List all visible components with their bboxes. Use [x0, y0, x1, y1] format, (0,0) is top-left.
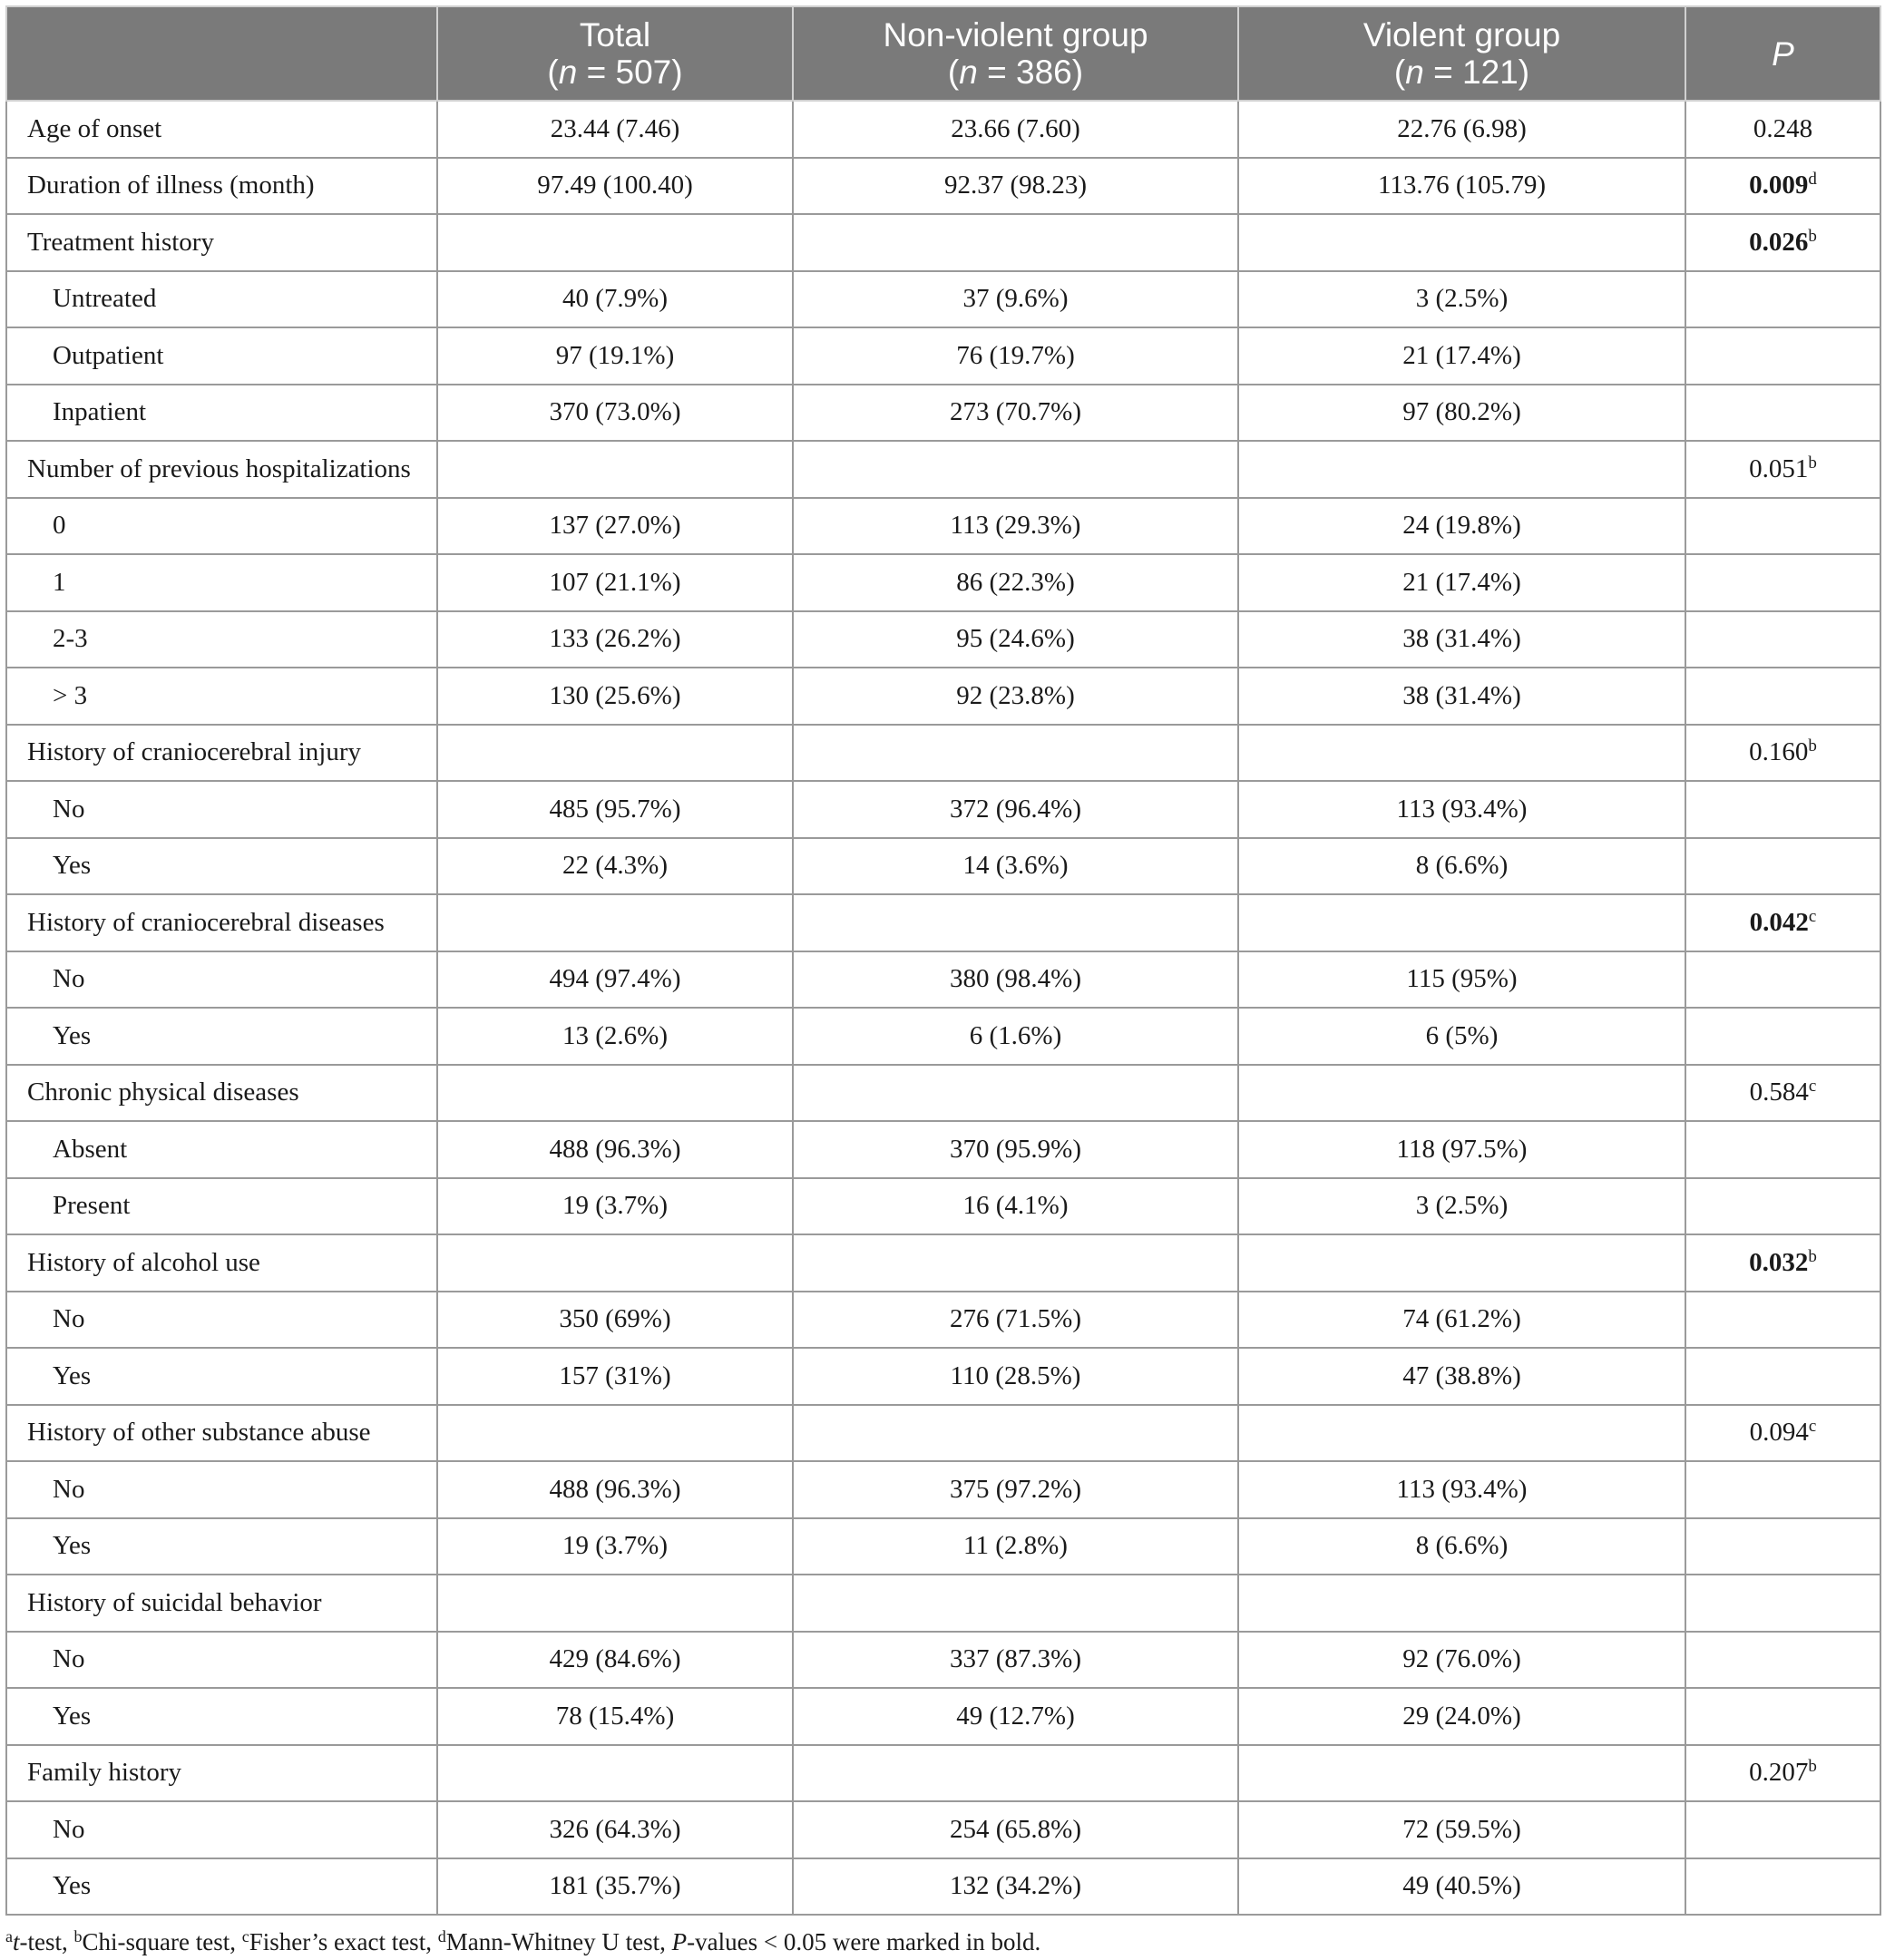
p-value-test-mark: c: [1808, 906, 1817, 926]
cell-violent: [1238, 1745, 1685, 1802]
cell-total: [437, 894, 793, 951]
table-row-subcategory: [6, 781, 1880, 838]
cell-violent: 113 (93.4%): [1238, 1461, 1685, 1518]
cell-variable: History of craniocerebral diseases: [6, 894, 437, 951]
cell-p-value: [1685, 1801, 1880, 1858]
p-value-text: 0.094: [1749, 1418, 1809, 1448]
cell-violent: 115 (95%): [1238, 951, 1685, 1009]
table-row-subcategory: [6, 668, 1880, 725]
table-row-subcategory: [6, 1292, 1880, 1349]
cell-p-value: [1685, 1688, 1880, 1745]
cell-p-value: [1685, 725, 1880, 782]
cell-total: 429 (84.6%): [437, 1632, 793, 1689]
cell-nonviolent: 337 (87.3%): [793, 1632, 1238, 1689]
cell-nonviolent: 14 (3.6%): [793, 838, 1238, 895]
cell-nonviolent: [793, 214, 1238, 271]
p-value-text: 0.009: [1749, 171, 1809, 200]
table-row-category: [6, 101, 1880, 158]
cell-nonviolent: 23.66 (7.60): [793, 101, 1238, 158]
header-violent-label: Violent group: [1362, 16, 1561, 54]
cell-nonviolent: [793, 441, 1238, 498]
footnote-d-text: Mann-Whitney U test,: [445, 1928, 672, 1955]
cell-p-value: [1685, 611, 1880, 668]
p-value-text: 0.026: [1749, 227, 1809, 257]
cell-p-value: [1685, 1178, 1880, 1235]
cell-total: 78 (15.4%): [437, 1688, 793, 1745]
footnote-t: t: [13, 1928, 20, 1955]
table-row-subcategory: [6, 385, 1880, 442]
cell-variable: No: [6, 951, 437, 1009]
cell-total: [437, 441, 793, 498]
table-row-category: [6, 214, 1880, 271]
cell-p-value: [1685, 1008, 1880, 1065]
cell-variable: Yes: [6, 1858, 437, 1916]
characteristics-table: [5, 5, 1881, 1916]
n-symbol: n: [558, 54, 578, 91]
cell-total: [437, 214, 793, 271]
cell-nonviolent: [793, 1405, 1238, 1462]
cell-violent: 38 (31.4%): [1238, 668, 1685, 725]
cell-violent: 47 (38.8%): [1238, 1348, 1685, 1405]
table-footnote: [5, 1928, 1040, 1956]
cell-variable: Inpatient: [6, 385, 437, 442]
cell-total: 494 (97.4%): [437, 951, 793, 1009]
cell-p-value: [1685, 1461, 1880, 1518]
table-row-category: [6, 1745, 1880, 1802]
cell-violent: [1238, 441, 1685, 498]
table-row-subcategory: [6, 327, 1880, 385]
table-row-subcategory: [6, 1518, 1880, 1575]
table-row-category: [6, 894, 1880, 951]
table-row-category: [6, 1575, 1880, 1632]
cell-variable: Untreated: [6, 271, 437, 328]
cell-variable: Yes: [6, 1688, 437, 1745]
cell-nonviolent: 92 (23.8%): [793, 668, 1238, 725]
cell-nonviolent: [793, 1234, 1238, 1292]
p-value-test-mark: b: [1808, 1757, 1817, 1777]
table-row-subcategory: [6, 611, 1880, 668]
table-row-subcategory: [6, 498, 1880, 555]
p-value-test-mark: c: [1808, 1417, 1817, 1437]
n-symbol: n: [959, 54, 978, 91]
cell-nonviolent: 11 (2.8%): [793, 1518, 1238, 1575]
cell-p-value: [1685, 327, 1880, 385]
cell-variable: No: [6, 1292, 437, 1349]
cell-p-value: [1685, 498, 1880, 555]
p-value-test-mark: b: [1808, 453, 1817, 473]
cell-nonviolent: 276 (71.5%): [793, 1292, 1238, 1349]
equals-sign: =: [577, 54, 616, 91]
header-nonviolent-n: (n = 386): [947, 54, 1084, 91]
cell-nonviolent: 370 (95.9%): [793, 1121, 1238, 1178]
cell-violent: 29 (24.0%): [1238, 1688, 1685, 1745]
header-nonviolent-label: Non-violent group: [883, 16, 1148, 54]
header-nonviolent: [793, 6, 1238, 101]
table-row-subcategory: [6, 271, 1880, 328]
cell-violent: 72 (59.5%): [1238, 1801, 1685, 1858]
n-symbol: n: [1405, 54, 1424, 91]
table-row-category: [6, 725, 1880, 782]
cell-p-value: [1685, 385, 1880, 442]
footnote-p: P: [671, 1928, 688, 1955]
header-total-n: (n = 507): [547, 54, 683, 91]
header-violent: [1238, 6, 1685, 101]
cell-p-value: [1685, 894, 1880, 951]
cell-violent: 3 (2.5%): [1238, 1178, 1685, 1235]
cell-p-value: [1685, 158, 1880, 215]
cell-p-value: [1685, 1745, 1880, 1802]
cell-nonviolent: 76 (19.7%): [793, 327, 1238, 385]
cell-nonviolent: 113 (29.3%): [793, 498, 1238, 555]
equals-sign: =: [977, 54, 1016, 91]
cell-violent: 38 (31.4%): [1238, 611, 1685, 668]
cell-variable: History of alcohol use: [6, 1234, 437, 1292]
header-total-label: Total: [579, 16, 651, 54]
cell-variable: Duration of illness (month): [6, 158, 437, 215]
cell-p-value: [1685, 1575, 1880, 1632]
table-row-category: [6, 441, 1880, 498]
cell-variable: History of craniocerebral injury: [6, 725, 437, 782]
cell-total: 488 (96.3%): [437, 1461, 793, 1518]
cell-nonviolent: [793, 1745, 1238, 1802]
cell-variable: Present: [6, 1178, 437, 1235]
nonviolent-n-value: 386: [1016, 54, 1072, 91]
cell-total: 181 (35.7%): [437, 1858, 793, 1916]
cell-nonviolent: [793, 1575, 1238, 1632]
footnote-a-text: -test,: [19, 1928, 74, 1955]
cell-total: 157 (31%): [437, 1348, 793, 1405]
cell-total: [437, 1745, 793, 1802]
cell-p-value: [1685, 838, 1880, 895]
table-row-category: [6, 1065, 1880, 1122]
footnote-c-mark: c: [241, 1927, 249, 1945]
p-value-text: 0.032: [1749, 1247, 1809, 1277]
cell-total: 107 (21.1%): [437, 554, 793, 611]
characteristics-table-container: [5, 5, 1880, 1916]
cell-variable: Yes: [6, 1008, 437, 1065]
cell-p-value: [1685, 1858, 1880, 1916]
header-row: [6, 6, 1880, 101]
cell-violent: 113 (93.4%): [1238, 781, 1685, 838]
cell-p-value: [1685, 214, 1880, 271]
cell-variable: 2-3: [6, 611, 437, 668]
equals-sign: =: [1423, 54, 1462, 91]
p-value-text: 0.042: [1749, 907, 1809, 937]
cell-total: 137 (27.0%): [437, 498, 793, 555]
cell-variable: History of other substance abuse: [6, 1405, 437, 1462]
cell-total: 370 (73.0%): [437, 385, 793, 442]
cell-variable: > 3: [6, 668, 437, 725]
cell-violent: 3 (2.5%): [1238, 271, 1685, 328]
cell-total: [437, 1405, 793, 1462]
cell-nonviolent: 6 (1.6%): [793, 1008, 1238, 1065]
cell-p-value: [1685, 1632, 1880, 1689]
cell-p-value: [1685, 1405, 1880, 1462]
cell-p-value: [1685, 1292, 1880, 1349]
table-row-subcategory: [6, 838, 1880, 895]
cell-total: 19 (3.7%): [437, 1518, 793, 1575]
cell-p-value: [1685, 101, 1880, 158]
cell-total: 326 (64.3%): [437, 1801, 793, 1858]
cell-nonviolent: 95 (24.6%): [793, 611, 1238, 668]
cell-violent: 97 (80.2%): [1238, 385, 1685, 442]
table-row-subcategory: [6, 951, 1880, 1009]
cell-violent: 8 (6.6%): [1238, 1518, 1685, 1575]
cell-nonviolent: 380 (98.4%): [793, 951, 1238, 1009]
cell-p-value: [1685, 951, 1880, 1009]
p-value-test-mark: c: [1808, 1077, 1817, 1097]
cell-nonviolent: 273 (70.7%): [793, 385, 1238, 442]
cell-violent: [1238, 214, 1685, 271]
cell-total: [437, 1234, 793, 1292]
cell-p-value: [1685, 781, 1880, 838]
cell-total: [437, 1575, 793, 1632]
cell-variable: 1: [6, 554, 437, 611]
cell-variable: Yes: [6, 1518, 437, 1575]
p-value-text: 0.207: [1749, 1758, 1809, 1788]
table-row-subcategory: [6, 1348, 1880, 1405]
cell-violent: 49 (40.5%): [1238, 1858, 1685, 1916]
table-row-subcategory: [6, 1008, 1880, 1065]
table-row-category: [6, 158, 1880, 215]
cell-nonviolent: 49 (12.7%): [793, 1688, 1238, 1745]
cell-p-value: [1685, 1065, 1880, 1122]
cell-total: 97.49 (100.40): [437, 158, 793, 215]
cell-violent: 113.76 (105.79): [1238, 158, 1685, 215]
cell-nonviolent: 372 (96.4%): [793, 781, 1238, 838]
table-row-subcategory: [6, 1858, 1880, 1916]
p-value-test-mark: b: [1808, 1246, 1817, 1266]
cell-variable: Treatment history: [6, 214, 437, 271]
cell-total: 97 (19.1%): [437, 327, 793, 385]
p-value-test-mark: b: [1808, 226, 1817, 246]
cell-p-value: [1685, 1518, 1880, 1575]
cell-violent: 118 (97.5%): [1238, 1121, 1685, 1178]
table-row-subcategory: [6, 1461, 1880, 1518]
cell-p-value: [1685, 1234, 1880, 1292]
table-row-subcategory: [6, 1801, 1880, 1858]
cell-total: [437, 725, 793, 782]
cell-nonviolent: 86 (22.3%): [793, 554, 1238, 611]
cell-violent: [1238, 894, 1685, 951]
cell-total: 19 (3.7%): [437, 1178, 793, 1235]
cell-p-value: [1685, 668, 1880, 725]
header-violent-n: (n = 121): [1393, 54, 1530, 91]
cell-violent: 92 (76.0%): [1238, 1632, 1685, 1689]
cell-p-value: [1685, 441, 1880, 498]
p-value-text: 0.584: [1749, 1078, 1809, 1107]
cell-total: 133 (26.2%): [437, 611, 793, 668]
footnote-b-text: Chi-square test,: [82, 1928, 242, 1955]
header-variable: [6, 6, 437, 101]
cell-violent: 24 (19.8%): [1238, 498, 1685, 555]
footnote-c-text: Fisher’s exact test,: [249, 1928, 438, 1955]
cell-total: 23.44 (7.46): [437, 101, 793, 158]
table-row-subcategory: [6, 554, 1880, 611]
cell-violent: [1238, 725, 1685, 782]
cell-variable: No: [6, 781, 437, 838]
cell-violent: [1238, 1234, 1685, 1292]
table-body: [6, 101, 1880, 1915]
cell-violent: [1238, 1575, 1685, 1632]
cell-violent: 6 (5%): [1238, 1008, 1685, 1065]
table-row-subcategory: [6, 1688, 1880, 1745]
table-row-subcategory: [6, 1632, 1880, 1689]
cell-nonviolent: 110 (28.5%): [793, 1348, 1238, 1405]
cell-variable: No: [6, 1461, 437, 1518]
cell-violent: 74 (61.2%): [1238, 1292, 1685, 1349]
p-value-test-mark: d: [1808, 170, 1817, 190]
p-value-text: 0.051: [1749, 453, 1809, 483]
footnote-d-mark: d: [437, 1927, 446, 1945]
cell-p-value: [1685, 1121, 1880, 1178]
total-n-value: 507: [615, 54, 672, 91]
header-p-value: [1685, 6, 1880, 101]
cell-nonviolent: [793, 725, 1238, 782]
cell-violent: 21 (17.4%): [1238, 327, 1685, 385]
table-row-subcategory: [6, 1121, 1880, 1178]
cell-nonviolent: 37 (9.6%): [793, 271, 1238, 328]
footnote-p-text: -values < 0.05 were marked in bold.: [687, 1928, 1041, 1955]
table-header: [6, 6, 1880, 101]
p-value-text: 0.160: [1749, 737, 1809, 767]
table-row-category: [6, 1234, 1880, 1292]
cell-nonviolent: 92.37 (98.23): [793, 158, 1238, 215]
cell-variable: Outpatient: [6, 327, 437, 385]
cell-variable: Absent: [6, 1121, 437, 1178]
cell-nonviolent: 132 (34.2%): [793, 1858, 1238, 1916]
table-row-subcategory: [6, 1178, 1880, 1235]
cell-total: [437, 1065, 793, 1122]
cell-total: 488 (96.3%): [437, 1121, 793, 1178]
cell-total: 13 (2.6%): [437, 1008, 793, 1065]
cell-violent: 22.76 (6.98): [1238, 101, 1685, 158]
cell-variable: Chronic physical diseases: [6, 1065, 437, 1122]
cell-nonviolent: 16 (4.1%): [793, 1178, 1238, 1235]
p-value-test-mark: b: [1808, 736, 1817, 756]
cell-total: 485 (95.7%): [437, 781, 793, 838]
cell-variable: Number of previous hospitalizations: [6, 441, 437, 498]
header-total: [437, 6, 793, 101]
cell-variable: 0: [6, 498, 437, 555]
cell-variable: No: [6, 1801, 437, 1858]
violent-n-value: 121: [1462, 54, 1519, 91]
cell-total: 40 (7.9%): [437, 271, 793, 328]
p-symbol: P: [1772, 34, 1794, 73]
cell-p-value: [1685, 271, 1880, 328]
cell-violent: [1238, 1405, 1685, 1462]
cell-variable: History of suicidal behavior: [6, 1575, 437, 1632]
p-value-text: 0.248: [1753, 113, 1813, 143]
cell-nonviolent: 375 (97.2%): [793, 1461, 1238, 1518]
cell-total: 22 (4.3%): [437, 838, 793, 895]
cell-total: 130 (25.6%): [437, 668, 793, 725]
cell-nonviolent: 254 (65.8%): [793, 1801, 1238, 1858]
cell-violent: 21 (17.4%): [1238, 554, 1685, 611]
footnote-b-mark: b: [73, 1927, 83, 1945]
cell-total: 350 (69%): [437, 1292, 793, 1349]
table-row-category: [6, 1405, 1880, 1462]
cell-violent: 8 (6.6%): [1238, 838, 1685, 895]
cell-variable: Yes: [6, 838, 437, 895]
cell-variable: Yes: [6, 1348, 437, 1405]
footnote-a-mark: a: [5, 1927, 13, 1945]
cell-violent: [1238, 1065, 1685, 1122]
cell-nonviolent: [793, 894, 1238, 951]
cell-p-value: [1685, 1348, 1880, 1405]
cell-p-value: [1685, 554, 1880, 611]
cell-variable: Age of onset: [6, 101, 437, 158]
cell-variable: No: [6, 1632, 437, 1689]
cell-nonviolent: [793, 1065, 1238, 1122]
cell-variable: Family history: [6, 1745, 437, 1802]
